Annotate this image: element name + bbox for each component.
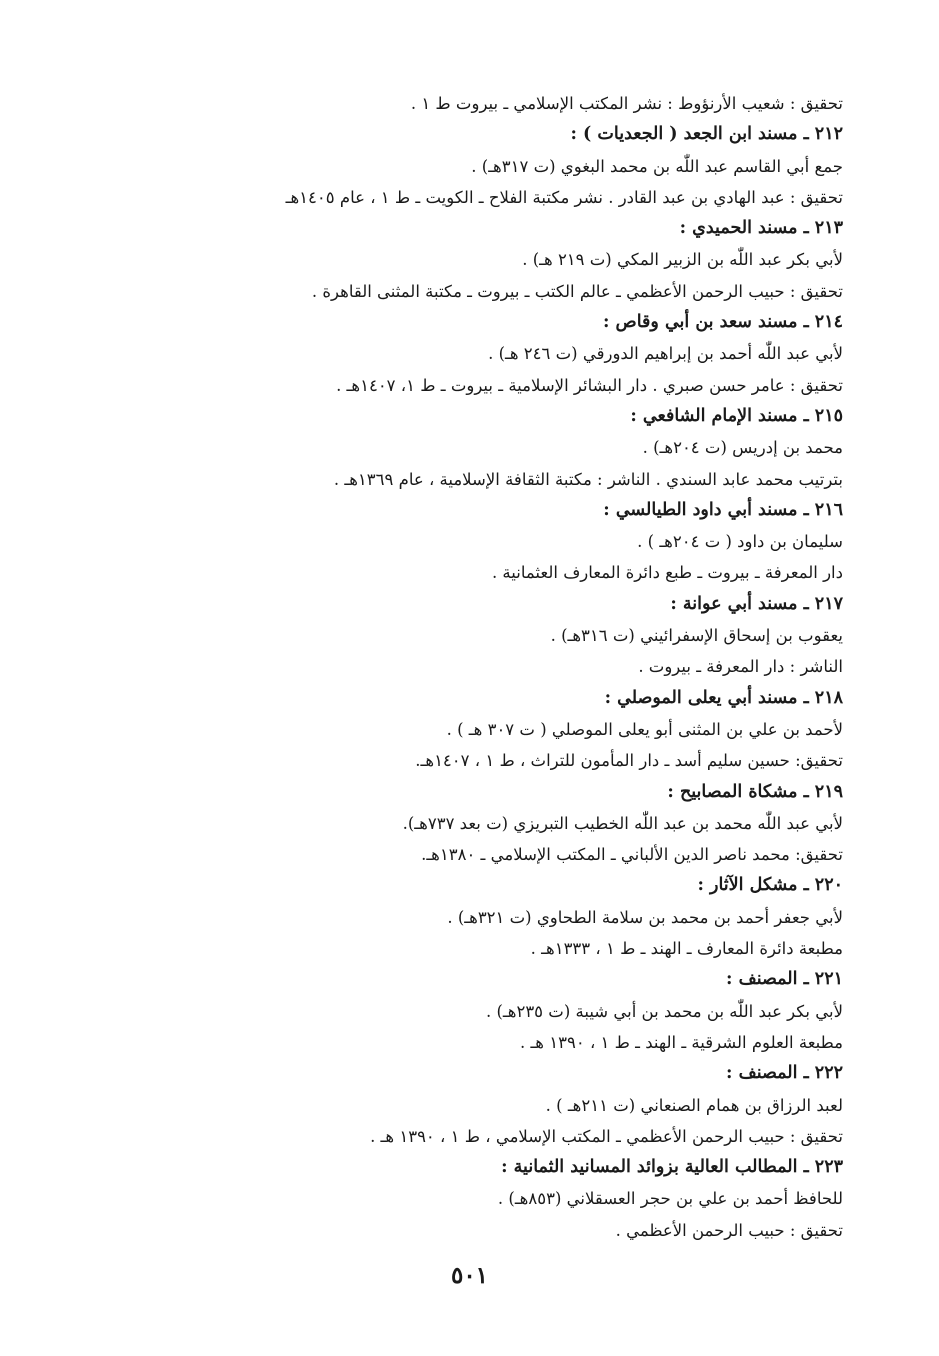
entry-heading: ٢١٩ ـ مشكاة المصابيح : bbox=[667, 781, 843, 802]
entry-heading: ٢١٤ ـ مسند سعد بن أبي وقاص : bbox=[603, 312, 843, 333]
entry-heading: ٢٢٠ ـ مشكل الآثار : bbox=[697, 875, 843, 896]
entry-heading: ٢٢١ ـ المصنف : bbox=[726, 969, 843, 990]
entry-detail: لأحمد بن علي بن المثنى أبو يعلى الموصلي ( ت ٣٠٧ هـ ) . bbox=[446, 719, 843, 739]
entry-heading: ٢١٧ ـ مسند أبي عوانة : bbox=[670, 593, 843, 614]
entry-detail: لأبي بكر عبد اللّٰه بن الزبير المكي (ت ٢١٩ هـ) . bbox=[522, 250, 843, 270]
entry-detail: مطبعة دائرة المعارف ـ الهند ـ ط ١ ، ١٣٣٣هـ . bbox=[530, 939, 843, 959]
entry-detail: مطبعة العلوم الشرقية ـ الهند ـ ط ١ ، ١٣٩٠ هـ . bbox=[519, 1032, 843, 1052]
entry-detail: يعقوب بن إسحاق الإسفرائيني (ت ٣١٦هـ) . bbox=[550, 626, 843, 646]
entry-detail: لأبي عبد اللّٰه أحمد بن إبراهيم الدورقي (ت ٢٤٦ هـ) . bbox=[488, 344, 843, 364]
entry-detail: محمد بن إدريس (ت ٢٠٤هـ) . bbox=[642, 438, 843, 458]
bibliography-page bbox=[83, 88, 843, 1246]
entry-detail: تحقيق: محمد ناصر الدين الألباني ـ المكتب الإسلامي ـ ١٣٨٠هـ. bbox=[421, 845, 843, 865]
entry-heading: ٢٢٢ ـ المصنف : bbox=[726, 1063, 843, 1084]
entry-detail: تحقيق: حسين سليم أسد ـ دار المأمون للتراث ، ط ١ ، ١٤٠٧هـ. bbox=[415, 751, 843, 771]
entry-detail: للحافظ أحمد بن علي بن حجر العسقلاني (٨٥٣هـ) . bbox=[497, 1189, 843, 1209]
entry-heading: ٢١٦ ـ مسند أبي داود الطيالسي : bbox=[603, 499, 843, 520]
entry-heading: ٢٢٣ ـ المطالب العالية بزوائد المسانيد الثمانية : bbox=[501, 1157, 843, 1178]
entry-detail: سليمان بن داود ( ت ٢٠٤هـ ) . bbox=[637, 532, 843, 552]
entry-detail: دار المعرفة ـ بيروت ـ طبع دائرة المعارف العثمانية . bbox=[491, 563, 843, 583]
entry-detail: تحقيق : شعيب الأرنؤوط : نشر المكتب الإسلامي ـ بيروت ط ١ . bbox=[410, 94, 843, 113]
entry-heading: ٢١٨ ـ مسند أبي يعلى الموصلي : bbox=[604, 687, 843, 708]
entry-detail: لعبد الرزاق بن همام الصنعاني (ت ٢١١هـ ) . bbox=[545, 1095, 843, 1115]
entry-detail: تحقيق : حبيب الرحمن الأعظمي ـ عالم الكتب ـ بيروت ـ مكتبة المثنى القاهرة . bbox=[311, 281, 843, 301]
entry-heading: ٢١٥ ـ مسند الإمام الشافعي : bbox=[630, 405, 843, 426]
entry-detail: جمع أبي القاسم عبد اللّٰه بن محمد البغوي (ت ٣١٧هـ) . bbox=[471, 156, 843, 176]
entry-detail: بترتيب محمد عابد السندي . الناشر : مكتبة الثقافة الإسلامية ، عام ١٣٦٩هـ . bbox=[333, 469, 843, 489]
entry-detail: لأبي بكر عبد اللّٰه بن محمد بن أبي شيبة (ت ٢٣٥هـ) . bbox=[485, 1001, 843, 1021]
entry-detail: تحقيق : عبد الهادي بن عبد القادر . نشر مكتبة الفلاح ـ الكويت ـ ط ١ ، عام ١٤٠٥هـ bbox=[285, 187, 843, 207]
entry-detail: الناشر : دار المعرفة ـ بيروت . bbox=[638, 657, 843, 677]
entry-heading: ٢١٢ ـ مسند ابن الجعد ( الجعديات ) : bbox=[570, 124, 843, 145]
entry-detail: لأبي جعفر أحمد بن محمد بن سلامة الطحاوي (ت ٣٢١هـ) . bbox=[447, 907, 843, 927]
entry-detail: تحقيق : عامر حسن صبري . دار البشائر الإسلامية ـ بيروت ـ ط ١، ١٤٠٧هـ . bbox=[336, 375, 843, 395]
entry-heading: ٢١٣ ـ مسند الحميدي : bbox=[679, 218, 843, 239]
entry-detail: لأبي عبد اللّٰه محمد بن عبد اللّٰه الخطيب التبريزي (ت بعد ٧٣٧هـ). bbox=[402, 813, 843, 833]
page-number: ٥٠١ bbox=[450, 1262, 489, 1289]
entry-detail: تحقيق : حبيب الرحمن الأعظمي . bbox=[615, 1220, 843, 1240]
entry-detail: تحقيق : حبيب الرحمن الأعظمي ـ المكتب الإسلامي ، ط ١ ، ١٣٩٠ هـ . bbox=[370, 1126, 843, 1146]
